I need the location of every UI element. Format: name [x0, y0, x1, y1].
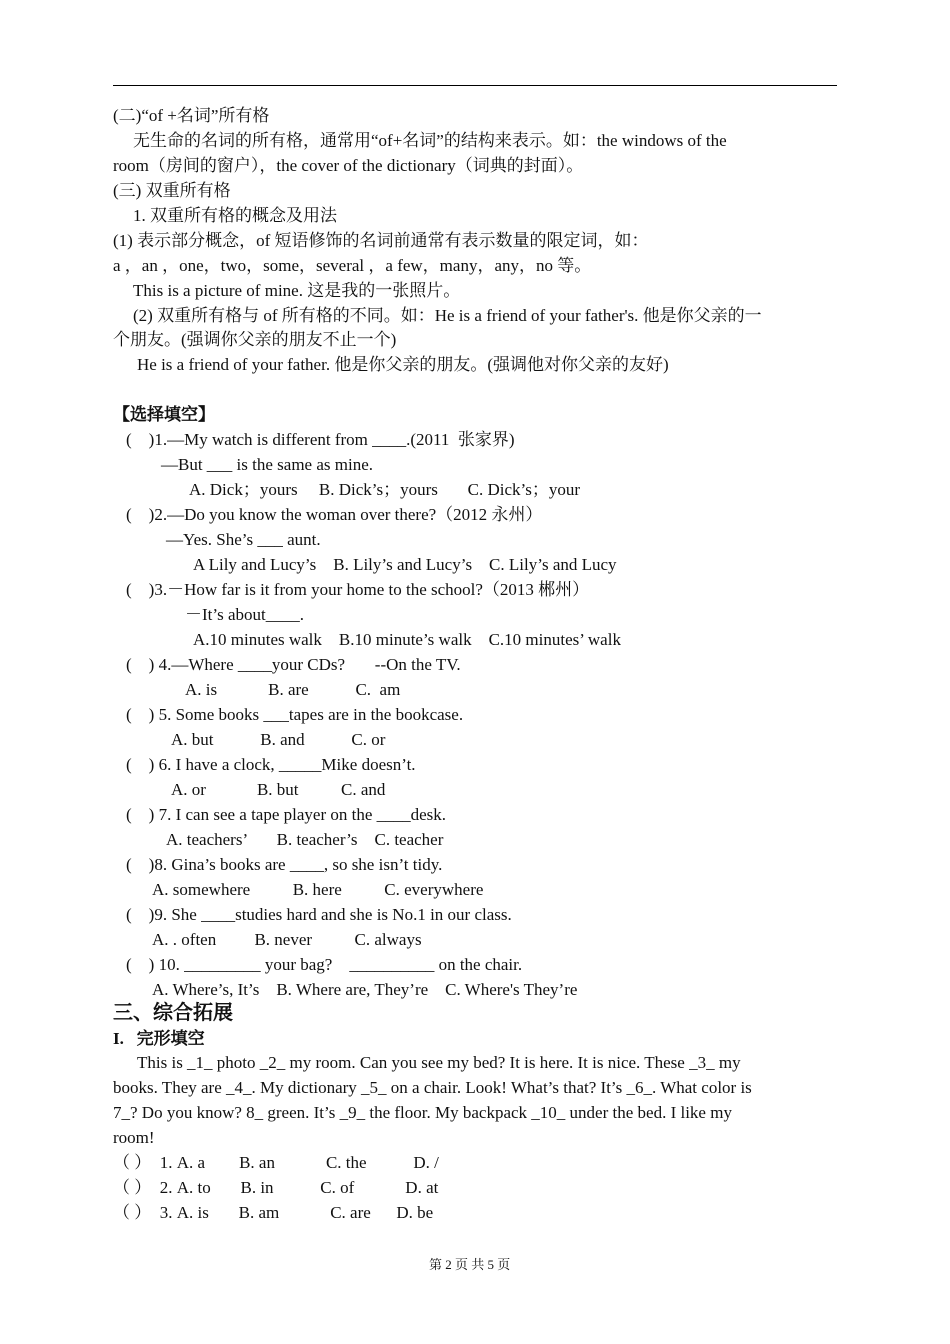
options-line: A. but B. and C. or — [171, 730, 386, 749]
options-line: A. is B. are C. am — [185, 680, 401, 699]
options-line: A. Dick；yours B. Dick’s；yours C. Dick’s；your — [189, 480, 580, 499]
question-line: —Yes. She’s ___ aunt. — [166, 530, 321, 549]
section-heading: (三) 双重所有格 — [113, 181, 231, 200]
options-line: A. somewhere B. here C. everywhere — [152, 880, 484, 899]
exercise-heading: 【选择填空】 — [113, 405, 215, 424]
cloze-option-line: （ ） 1. A. a B. an C. the D. / — [113, 1153, 439, 1172]
cloze-line: books. They are _4_. My dictionary _5_ on a chair. Look! What’s that? It’s _6_. What color is — [113, 1078, 752, 1097]
text-line: He is a friend of your father. 他是你父亲的朋友。(强调他对你父亲的友好) — [137, 355, 669, 374]
text-line: (1) 表示部分概念，of 短语修饰的名词前通常有表示数量的限定词，如： — [113, 231, 649, 250]
cloze-option-line: （ ） 3. A. is B. am C. are D. be — [113, 1203, 434, 1222]
text-line: room（房间的窗户），the cover of the dictionary（词典的封面）。 — [113, 156, 584, 175]
text-line: This is a picture of mine. 这是我的一张照片。 — [133, 281, 461, 300]
options-line: A.10 minutes walk B.10 minute’s walk C.10 minutes’ walk — [193, 630, 621, 649]
question-line: ( )3.－How far is it from your home to the school?（2013 郴州） — [126, 580, 590, 599]
options-line: A. . often B. never C. always — [152, 930, 422, 949]
cloze-line: This is _1_ photo _2_ my room. Can you see my bed? It is here. It is nice. These _3_ my — [137, 1053, 741, 1072]
section-title: 三、综合拓展 — [113, 1002, 233, 1024]
text-line: 无生命的名词的所有格，通常用“of+名词”的结构来表示。如：the windows of the — [133, 131, 727, 150]
question-line: ( ) 6. I have a clock, _____Mike doesn’t. — [126, 755, 416, 774]
options-line: A. Where’s, It’s B. Where are, They’re C. Where's They’re — [152, 980, 578, 999]
text-line: 个朋友。(强调你父亲的朋友不止一个) — [113, 330, 397, 349]
question-line: ( ) 4.—Where ____your CDs? --On the TV. — [126, 655, 461, 674]
question-line: ( ) 7. I can see a tape player on the ____desk. — [126, 805, 447, 824]
question-line: ( )9. She ____studies hard and she is No.1 in our class. — [126, 905, 512, 924]
question-line: －It’s about____. — [185, 605, 304, 624]
options-line: A. or B. but C. and — [171, 780, 386, 799]
text-line: a ，an ，one，two，some，several ，a few，many，any，no 等。 — [113, 256, 592, 275]
section-heading: (二)“of +名词”所有格 — [113, 106, 270, 125]
question-line: ( ) 5. Some books ___tapes are in the bookcase. — [126, 705, 464, 724]
cloze-line: room! — [113, 1128, 155, 1147]
question-line: —But ___ is the same as mine. — [161, 455, 374, 474]
cloze-line: 7_? Do you know? 8_ green. It’s _9_ the floor. My backpack _10_ under the bed. I like my — [113, 1103, 732, 1122]
options-line: A Lily and Lucy’s B. Lily’s and Lucy’s C. Lily’s and Lucy — [193, 555, 617, 574]
question-line: ( )2.—Do you know the woman over there?（2012 永州） — [126, 505, 543, 524]
question-line: ( ) 10. _________ your bag? __________ on the chair. — [126, 955, 523, 974]
question-line: ( )1.—My watch is different from ____.(2011 张家界) — [126, 430, 515, 449]
text-line: (2) 双重所有格与 of 所有格的不同。如：He is a friend of your father's. 他是你父亲的一 — [133, 306, 762, 325]
cloze-option-line: （ ） 2. A. to B. in C. of D. at — [113, 1178, 439, 1197]
page-footer: 第 2 页 共 5 页 — [429, 1257, 511, 1272]
options-line: A. teachers’ B. teacher’s C. teacher — [166, 830, 444, 849]
subheading: 1. 双重所有格的概念及用法 — [133, 206, 337, 225]
question-line: ( )8. Gina’s books are ____, so she isn’t tidy. — [126, 855, 443, 874]
subsection-title: I. 完形填空 — [113, 1029, 205, 1048]
header-rule — [113, 85, 837, 86]
